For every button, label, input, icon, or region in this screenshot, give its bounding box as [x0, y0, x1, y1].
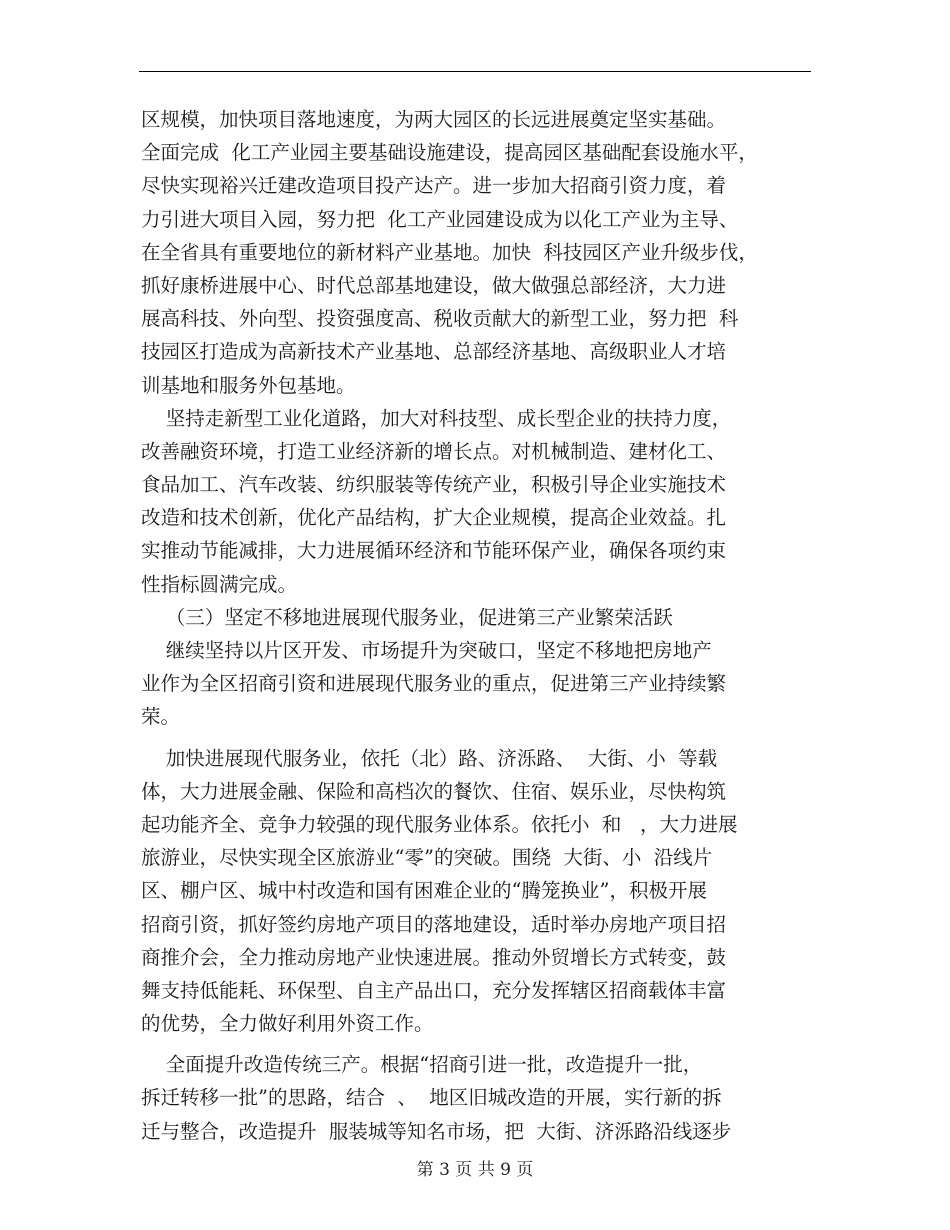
- text-line: 招商引资，抓好签约房地产项目的落地建设，适时举办房地产项目招: [141, 912, 727, 936]
- text-line: 荣。: [141, 705, 181, 729]
- text-line: 全面完成 化工产业园主要基础设施建设，提高园区基础配套设施水平，: [141, 141, 758, 165]
- text-line: 训基地和服务外包基地。: [141, 373, 356, 397]
- text-line: 起功能齐全、竞争力较强的现代服务业体系。依托小 和 ，大力进展: [141, 812, 738, 836]
- text-line: 改造和技术创新，优化产品结构，扩大企业规模，提高企业效益。扎: [141, 506, 727, 530]
- text-line: 在全省具有重要地位的新材料产业基地。加快 科技园区产业升级步伐，: [141, 240, 758, 264]
- text-line: 旅游业，尽快实现全区旅游业“零”的突破。围绕 大街、小 沿线片: [141, 846, 713, 870]
- text-line: 加快进展现代服务业，依托（北）路、济泺路、 大街、小 等载: [141, 746, 718, 770]
- text-line: 技园区打造成为高新技术产业基地、总部经济基地、高级职业人才培: [141, 340, 727, 364]
- text-line: 拆迁转移一批”的思路，结合 、 地区旧城改造的开展，实行新的拆: [141, 1086, 722, 1110]
- text-line: 区、棚户区、城中村改造和国有困难企业的“腾笼换业”，积极开展: [141, 879, 707, 903]
- text-line: 全面提升改造传统三产。根据“招商引进一批，改造提升一批，: [141, 1053, 703, 1077]
- text-line: 力引进大项目入园，努力把 化工产业园建设成为以化工产业为主导、: [141, 207, 739, 231]
- header-rule: [139, 71, 811, 72]
- text-line: 改善融资环境，打造工业经济新的增长点。对机械制造、建材化工、: [141, 439, 727, 463]
- text-line: 区规模，加快项目落地速度，为两大园区的长远进展奠定坚实基础。: [141, 108, 727, 131]
- text-line: 舞支持低能耗、环保型、自主产品出口，充分发挥辖区招商载体丰富: [141, 978, 727, 1002]
- section-heading: （三）坚定不移地进展现代服务业，促进第三产业繁荣活跃: [141, 605, 673, 629]
- text-line: 展高科技、外向型、投资强度高、税收贡献大的新型工业，努力把 科: [141, 307, 739, 331]
- text-line: 体，大力进展金融、保险和高档次的餐饮、住宿、娱乐业，尽快构筑: [141, 779, 727, 803]
- document-body: [141, 103, 821, 1148]
- text-line: 商推介会，全力推动房地产业快速进展。推动外贸增长方式转变，鼓: [141, 945, 727, 969]
- text-line: 坚持走新型工业化道路，加大对科技型、成长型企业的扶持力度，: [141, 406, 732, 430]
- paragraph-gap: [141, 1040, 821, 1048]
- paragraph-gap: [141, 734, 821, 742]
- text-line: 食品加工、汽车改装、纺织服装等传统产业，积极引导企业实施技术: [141, 473, 727, 497]
- text-line: 继续坚持以片区开发、市场提升为突破口，坚定不移地把房地产: [141, 639, 712, 662]
- text-line: 迁与整合，改造提升 服装城等知名市场，把 大街、济泺路沿线逐步: [141, 1119, 732, 1143]
- text-line: 实推动节能减排，大力进展循环经济和节能环保产业，确保各项约束: [141, 539, 727, 563]
- text-line: 业作为全区招商引资和进展现代服务业的重点，促进第三产业持续繁: [141, 672, 727, 696]
- text-line: 抓好康桥进展中心、时代总部基地建设，做大做强总部经济，大力进: [141, 273, 727, 297]
- text-line: 性指标圆满完成。: [141, 572, 298, 596]
- text-line: 的优势，全力做好利用外资工作。: [141, 1012, 434, 1036]
- page-number: 第 3 页 共 9 页: [416, 1160, 534, 1180]
- text-line: 尽快实现裕兴迁建改造项目投产达产。进一步加大招商引资力度，着: [141, 174, 727, 198]
